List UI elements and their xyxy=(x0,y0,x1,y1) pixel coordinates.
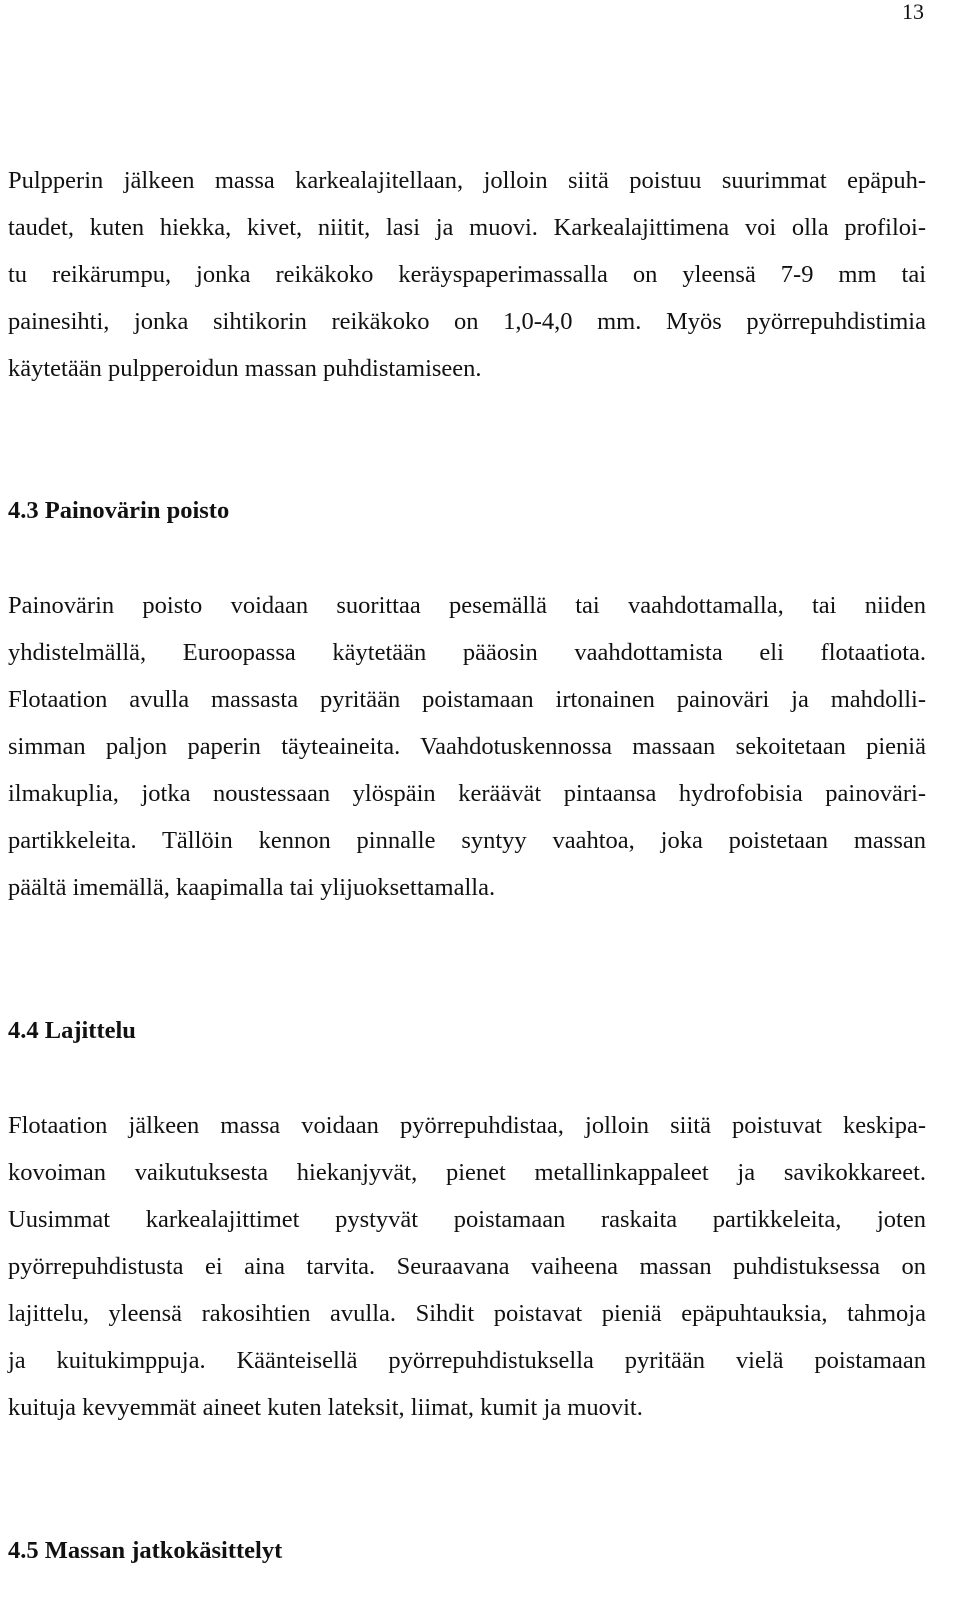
text-line: ja kuitukimppuja. Käänteisellä pyörrepuhdistuksella pyritään vielä poistamaan xyxy=(8,1347,926,1374)
text-line: simman paljon paperin täyteaineita. Vaahdotuskennossa massaan sekoitetaan pieniä xyxy=(8,733,926,760)
page-number: 13 xyxy=(902,0,924,24)
text-line: päältä imemällä, kaapimalla tai ylijuoksettamalla. xyxy=(8,874,496,901)
section-heading-4-4: 4.4 Lajittelu xyxy=(8,1017,136,1044)
section-heading-4-5: 4.5 Massan jatkokäsittelyt xyxy=(8,1537,283,1564)
text-line: ilmakuplia, jotka noustessaan ylöspäin keräävät pintaansa hydrofobisia painoväri- xyxy=(8,780,926,807)
text-line: Painovärin poisto voidaan suorittaa pesemällä tai vaahdottamalla, tai niiden xyxy=(8,592,926,619)
text-line: tu reikärumpu, jonka reikäkoko keräyspaperimassalla on yleensä 7-9 mm tai xyxy=(8,261,926,288)
text-line: Pulpperin jälkeen massa karkealajitellaan, jolloin siitä poistuu suurimmat epäpuh- xyxy=(8,167,926,194)
section-heading-4-3: 4.3 Painovärin poisto xyxy=(8,497,230,524)
text-line: kuituja kevyemmät aineet kuten lateksit, liimat, kumit ja muovit. xyxy=(8,1394,643,1421)
text-line: lajittelu, yleensä rakosihtien avulla. Sihdit poistavat pieniä epäpuhtauksia, tahmoja xyxy=(8,1300,926,1327)
text-line: pyörrepuhdistusta ei aina tarvita. Seuraavana vaiheena massan puhdistuksessa on xyxy=(8,1253,926,1280)
text-line: partikkeleita. Tällöin kennon pinnalle syntyy vaahtoa, joka poistetaan massan xyxy=(8,827,926,854)
text-line: Uusimmat karkealajittimet pystyvät poistamaan raskaita partikkeleita, joten xyxy=(8,1206,926,1233)
text-line: painesihti, jonka sihtikorin reikäkoko on 1,0-4,0 mm. Myös pyörrepuhdistimia xyxy=(8,308,926,335)
text-line: Flotaation jälkeen massa voidaan pyörrepuhdistaa, jolloin siitä poistuvat keskipa- xyxy=(8,1112,926,1139)
text-line: käytetään pulpperoidun massan puhdistamiseen. xyxy=(8,355,482,382)
text-line: taudet, kuten hiekka, kivet, niitit, lasi ja muovi. Karkealajittimena voi olla profiloi- xyxy=(8,214,926,241)
text-line: yhdistelmällä, Euroopassa käytetään pääosin vaahdottamista eli flotaatiota. xyxy=(8,639,926,666)
text-line: kovoiman vaikutuksesta hiekanjyvät, pienet metallinkappaleet ja savikokkareet. xyxy=(8,1159,926,1186)
text-line: Flotaation avulla massasta pyritään poistamaan irtonainen painoväri ja mahdolli- xyxy=(8,686,926,713)
